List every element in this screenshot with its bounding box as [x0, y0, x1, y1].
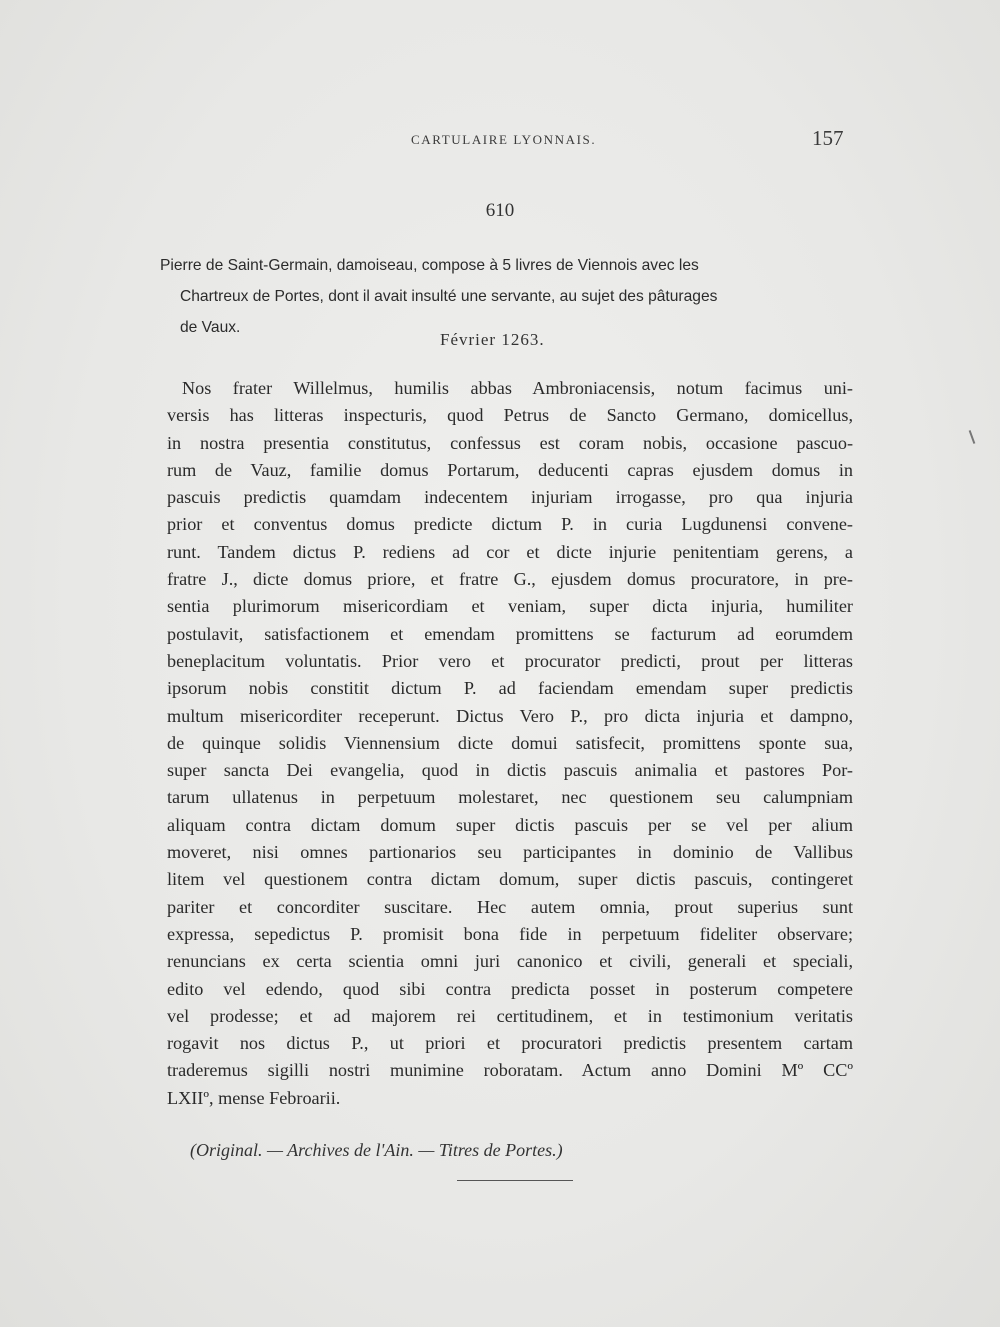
body-line: super sancta Dei evangelia, quod in dictis pascuis animalia et pastores Por-	[167, 760, 853, 781]
body-line: Nos frater Willelmus, humilis abbas Ambroniacensis, notum facimus uni-	[182, 378, 853, 398]
body-line: runt. Tandem dictus P. rediens ad cor et dicte injurie penitentiam gerens, a	[167, 541, 853, 562]
body-line: litem vel questionem contra dictam domum, super dictis pascuis, contingeret	[167, 869, 853, 890]
body-line: vel prodesse; et ad majorem rei certitudinem, et in testimonium veritatis	[167, 1005, 853, 1026]
end-rule	[457, 1180, 573, 1181]
body-line: moveret, nisi omnes partionarios seu participantes in dominio de Vallibus	[167, 842, 853, 863]
source-note: (Original. — Archives de l'Ain. — Titres de Portes.)	[190, 1140, 563, 1160]
running-head	[0, 128, 1000, 158]
body-line: multum misericorditer receperunt. Dictus Vero P., pro dicta injuria et dampno,	[167, 705, 853, 726]
body-line: rogavit nos dictus P., ut priori et procuratori predictis presentem cartam	[167, 1033, 853, 1054]
body-line: ipsorum nobis constitit dictum P. ad faciendam emendam super predictis	[167, 678, 853, 699]
body-line: postulavit, satisfactionem et emendam promittens se facturum ad eorumdem	[167, 623, 853, 644]
body-line: LXIIº, mense Febroarii.	[167, 1087, 341, 1108]
body-line: tarum ullatenus in perpetuum molestaret, nec questionem seu calumpniam	[167, 787, 853, 808]
body-line: rum de Vauz, familie domus Portarum, deducenti capras ejusdem domus in	[167, 459, 853, 480]
charter-number: 610	[485, 200, 515, 221]
body-line: edito vel edendo, quod sibi contra predicta posset in posterum competere	[167, 978, 853, 999]
charter-date: Février 1263.	[440, 330, 545, 349]
body-line: pascuis predictis quamdam indecentem injuriam irrogasse, pro qua injuria	[167, 487, 853, 508]
summary-line: Pierre de Saint-Germain, damoiseau, compose à 5 livres de Viennois avec les	[160, 257, 699, 274]
summary-line: de Vaux.	[180, 319, 241, 336]
body-line: fratre J., dicte domus priore, et fratre G., ejusdem domus procuratore, in pre-	[167, 569, 853, 590]
body-line: expressa, sepedictus P. promisit bona fide in perpetuum fideliter observare;	[167, 923, 853, 944]
page-number: 157	[812, 126, 844, 150]
body-line: sentia plurimorum misericordiam et veniam, super dicta injuria, humiliter	[167, 596, 853, 617]
body-line: in nostra presentia constitutus, confessus est coram nobis, occasione pascuo-	[167, 432, 853, 453]
body-line: aliquam contra dictam domum super dictis pascuis per se vel per alium	[167, 814, 853, 835]
charter-body	[167, 375, 853, 1112]
body-line: versis has litteras inspecturis, quod Petrus de Sancto Germano, domicellus,	[167, 405, 853, 426]
running-title: CARTULAIRE LYONNAIS.	[411, 132, 597, 147]
body-line: pariter et concorditer suscitare. Hec autem omnia, prout superius sunt	[167, 896, 853, 917]
body-line: de quinque solidis Viennensium dicte domui satisfecit, promittens sponte sua,	[167, 732, 853, 753]
body-line: renuncians ex certa scientia omni juri canonico et civili, generali et speciali,	[167, 951, 853, 972]
body-line: traderemus sigilli nostri munimine roboratam. Actum anno Domini Mº CCº	[167, 1060, 853, 1081]
summary-line: Chartreux de Portes, dont il avait insulté une servante, au sujet des pâturages	[180, 288, 718, 305]
body-line: beneplacitum voluntatis. Prior vero et procurator predicti, prout per litteras	[167, 650, 853, 671]
margin-mark	[969, 430, 976, 444]
body-line: prior et conventus domus predicte dictum P. in curia Lugdunensi convene-	[167, 514, 853, 535]
